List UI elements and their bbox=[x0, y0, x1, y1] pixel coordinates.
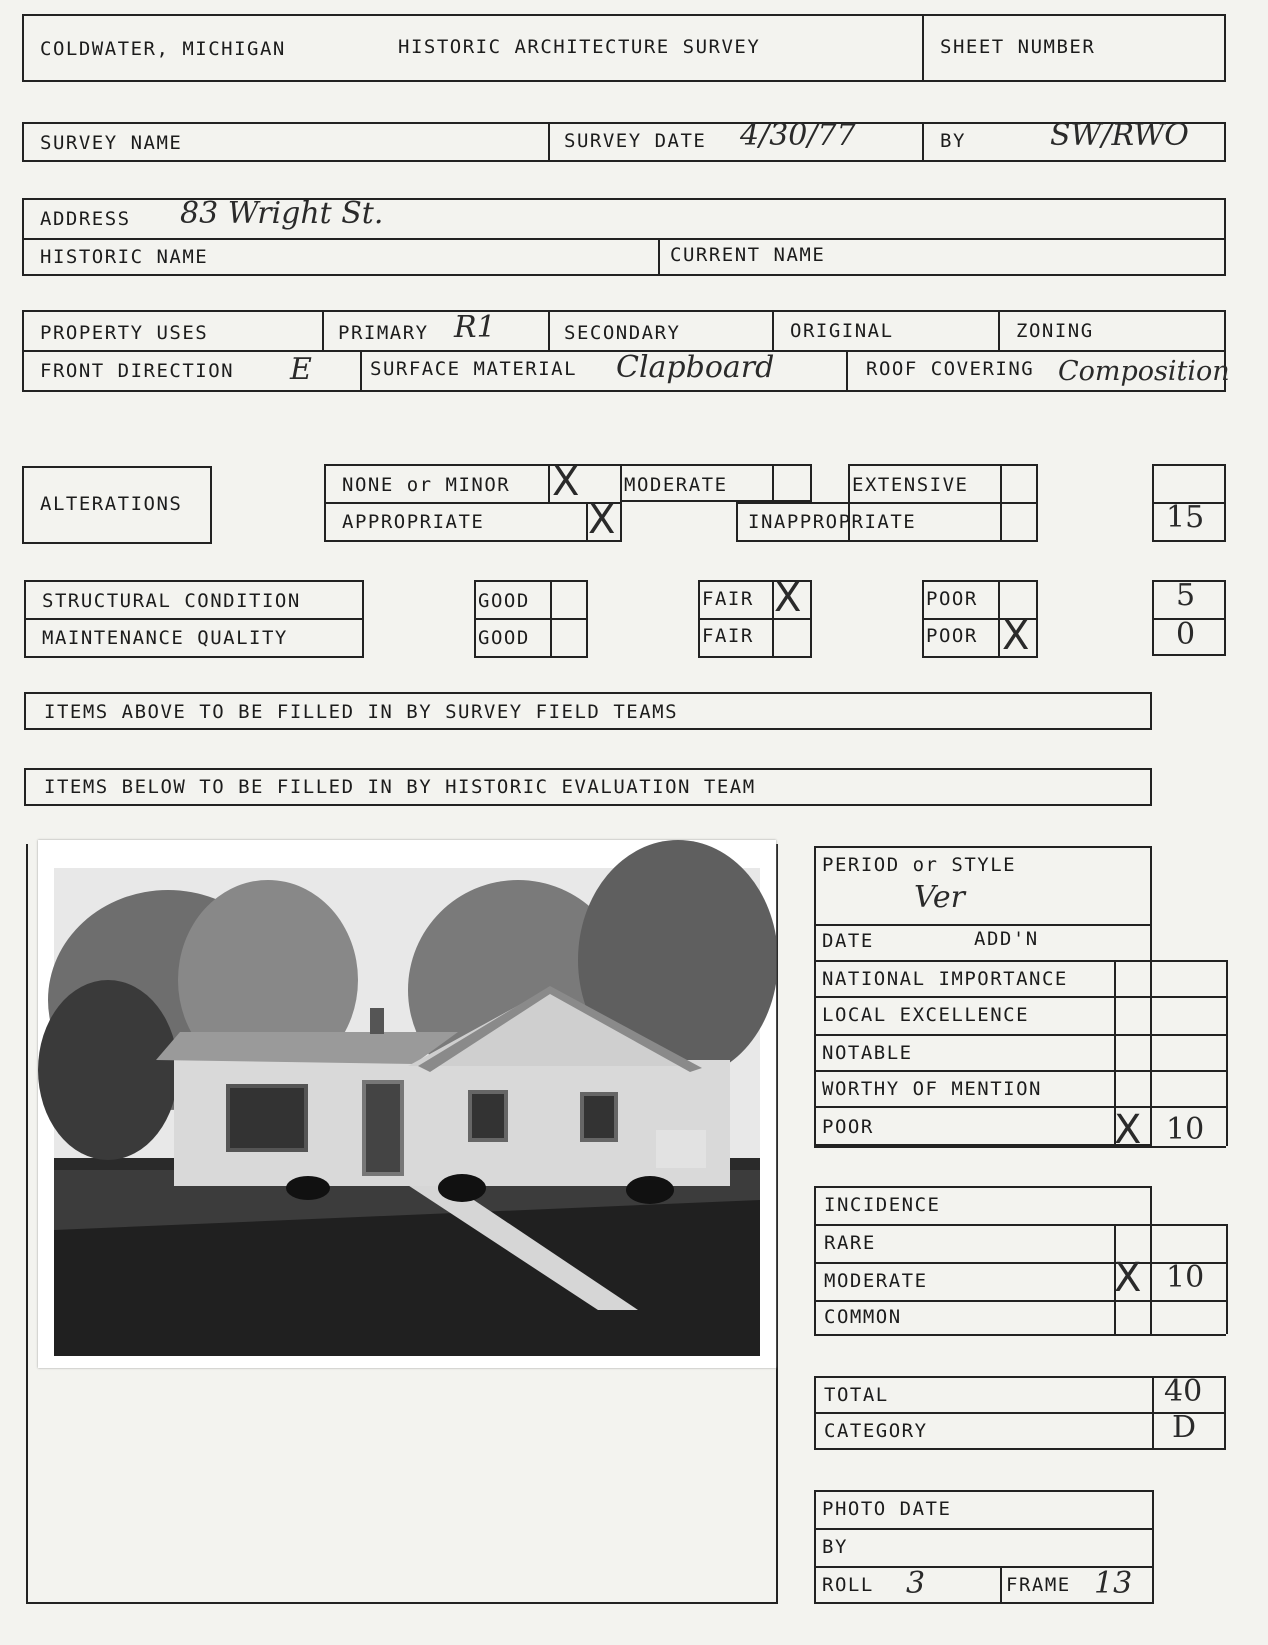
alt-none-minor-mark: X bbox=[552, 459, 580, 505]
alt-appropriate: APPROPRIATE bbox=[342, 511, 485, 533]
survey-date-value: 4/30/77 bbox=[740, 118, 856, 153]
alt-moderate: MODERATE bbox=[624, 474, 728, 496]
survey-name-label: SURVEY NAME bbox=[40, 132, 183, 154]
structural-good: GOOD bbox=[478, 590, 530, 612]
structural-poor: POOR bbox=[926, 588, 978, 610]
property-uses-label: PROPERTY USES bbox=[40, 322, 209, 344]
roll-value: 3 bbox=[906, 1566, 926, 1601]
incidence-score: 10 bbox=[1166, 1260, 1205, 1295]
surface-material-value: Clapboard bbox=[616, 350, 775, 385]
eval-addn-label: ADD'N bbox=[974, 928, 1039, 950]
incidence-moderate: MODERATE bbox=[824, 1270, 928, 1292]
original-label: ORIGINAL bbox=[790, 320, 894, 342]
address-value: 83 Wright St. bbox=[180, 196, 384, 231]
national-importance-label: NATIONAL IMPORTANCE bbox=[822, 968, 1068, 990]
house-photo bbox=[38, 840, 776, 1368]
historic-name-label: HISTORIC NAME bbox=[40, 246, 209, 268]
local-excellence-label: LOCAL EXCELLENCE bbox=[822, 1004, 1030, 1026]
category-value: D bbox=[1172, 1410, 1197, 1445]
structural-condition-label: STRUCTURAL CONDITION bbox=[42, 590, 301, 612]
roof-covering-label: ROOF COVERING bbox=[866, 358, 1035, 380]
incidence-rare: RARE bbox=[824, 1232, 876, 1254]
zoning-label: ZONING bbox=[1016, 320, 1094, 342]
maintenance-score: 0 bbox=[1176, 617, 1196, 652]
form-title: HISTORIC ARCHITECTURE SURVEY bbox=[398, 36, 761, 58]
maintenance-fair: FAIR bbox=[702, 625, 754, 647]
eval-poor-score: 10 bbox=[1166, 1112, 1205, 1147]
secondary-label: SECONDARY bbox=[564, 322, 681, 344]
current-name-label: CURRENT NAME bbox=[670, 244, 826, 266]
photo-by-label: BY bbox=[822, 1536, 848, 1558]
category-label: CATEGORY bbox=[824, 1420, 928, 1442]
surveyed-by-value: SW/RWO bbox=[1050, 118, 1189, 153]
maintenance-poor-mark: X bbox=[1002, 613, 1030, 659]
incidence-label: INCIDENCE bbox=[824, 1194, 941, 1216]
front-direction-label: FRONT DIRECTION bbox=[40, 360, 235, 382]
maintenance-poor: POOR bbox=[926, 625, 978, 647]
incidence-moderate-mark: X bbox=[1114, 1255, 1142, 1301]
worthy-of-mention-label: WORTHY OF MENTION bbox=[822, 1078, 1042, 1100]
structural-fair: FAIR bbox=[702, 588, 754, 610]
roof-covering-value: Composition bbox=[1058, 356, 1230, 387]
alterations-label: ALTERATIONS bbox=[40, 493, 183, 515]
sheet-number-label: SHEET NUMBER bbox=[940, 36, 1096, 58]
surface-material-label: SURFACE MATERIAL bbox=[370, 358, 578, 380]
house-photo-image bbox=[38, 840, 776, 1368]
photo-date-label: PHOTO DATE bbox=[822, 1498, 952, 1520]
alt-appropriate-mark: X bbox=[588, 497, 616, 543]
maintenance-quality-label: MAINTENANCE QUALITY bbox=[42, 627, 288, 649]
front-direction-value: E bbox=[290, 352, 312, 387]
alt-none-minor: NONE or MINOR bbox=[342, 474, 511, 496]
note-below: ITEMS BELOW TO BE FILLED IN BY HISTORIC EVALUATION TEAM bbox=[44, 776, 756, 798]
eval-poor-mark: X bbox=[1114, 1107, 1142, 1153]
frame-label: FRAME bbox=[1006, 1574, 1071, 1596]
alt-extensive: EXTENSIVE bbox=[852, 474, 969, 496]
alterations-score: 15 bbox=[1166, 500, 1205, 535]
total-label: TOTAL bbox=[824, 1384, 889, 1406]
frame-value: 13 bbox=[1094, 1566, 1133, 1601]
period-style-value: Ver bbox=[914, 880, 966, 915]
eval-date-label: DATE bbox=[822, 930, 874, 952]
alt-inappropriate: INAPPROPRIATE bbox=[748, 511, 917, 533]
incidence-common: COMMON bbox=[824, 1306, 902, 1328]
primary-value: R1 bbox=[454, 310, 496, 345]
structural-score: 5 bbox=[1176, 578, 1196, 613]
total-value: 40 bbox=[1164, 1374, 1203, 1409]
eval-poor-label: POOR bbox=[822, 1116, 874, 1138]
period-style-label: PERIOD or STYLE bbox=[822, 854, 1017, 876]
address-label: ADDRESS bbox=[40, 208, 131, 230]
maintenance-good: GOOD bbox=[478, 627, 530, 649]
structural-fair-mark: X bbox=[774, 575, 802, 621]
roll-label: ROLL bbox=[822, 1574, 874, 1596]
survey-date-label: SURVEY DATE bbox=[564, 130, 707, 152]
surveyed-by-label: BY bbox=[940, 130, 966, 152]
primary-label: PRIMARY bbox=[338, 322, 429, 344]
notable-label: NOTABLE bbox=[822, 1042, 913, 1064]
city-label: COLDWATER, MICHIGAN bbox=[40, 38, 286, 60]
note-above: ITEMS ABOVE TO BE FILLED IN BY SURVEY FIELD TEAMS bbox=[44, 701, 679, 723]
